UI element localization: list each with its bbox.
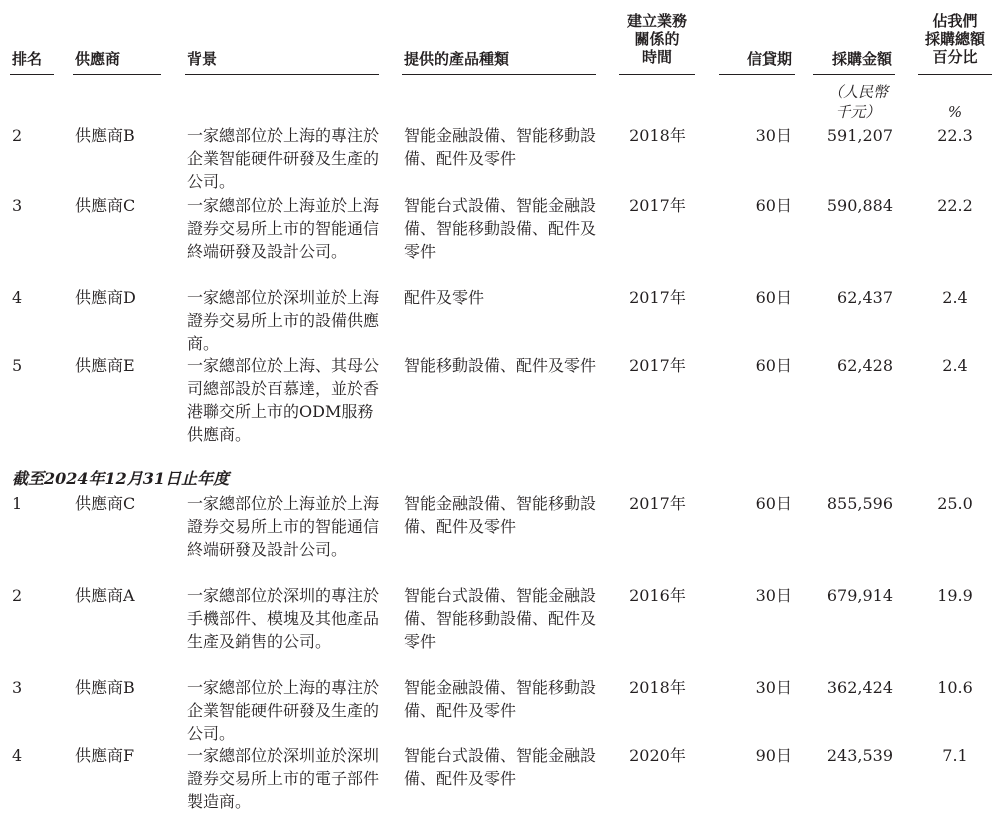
header-rule-rank: [10, 74, 54, 75]
header-background: 背景: [187, 50, 218, 68]
cell-credit-period: 30日: [755, 126, 792, 145]
header-rank: 排名: [12, 50, 43, 68]
header-rule-percent: [918, 74, 992, 75]
cell-products: 智能移動設備、配件及零件: [404, 356, 597, 375]
cell-rank: 5: [12, 356, 23, 375]
cell-background: 一家總部位於深圳的專注於手機部件、模塊及其他產品生產及銷售的公司。: [187, 586, 380, 651]
cell-year: 2018年: [629, 678, 686, 697]
cell-background: 一家總部位於深圳並於上海證券交易所上市的設備供應商。: [187, 288, 380, 353]
header-relationship-since-line-2: 關係的: [634, 30, 680, 48]
cell-rank: 2: [12, 126, 23, 145]
cell-amount: 362,424: [826, 678, 893, 697]
cell-background: 一家總部位於深圳並於深圳證券交易所上市的電子部件製造商。: [187, 746, 380, 811]
cell-credit-period: 30日: [755, 678, 792, 697]
cell-supplier: 供應商C: [75, 196, 136, 215]
cell-supplier: 供應商E: [75, 356, 135, 375]
header-rule-supplier: [73, 74, 161, 75]
cell-background: 一家總部位於上海、其母公司總部設於百慕達，並於香港聯交所上市的ODM服務供應商。: [187, 356, 380, 444]
cell-supplier: 供應商B: [75, 678, 135, 697]
cell-rank: 3: [12, 678, 23, 697]
cell-amount: 62,437: [837, 288, 893, 307]
cell-credit-period: 90日: [755, 746, 792, 765]
cell-year: 2017年: [629, 288, 686, 307]
cell-amount: 243,539: [826, 746, 893, 765]
cell-supplier: 供應商B: [75, 126, 135, 145]
cell-rank: 3: [12, 196, 23, 215]
cell-background: 一家總部位於上海的專注於企業智能硬件研發及生產的公司。: [187, 678, 380, 743]
cell-credit-period: 60日: [755, 288, 792, 307]
cell-supplier: 供應商D: [75, 288, 136, 307]
header-relationship-since-line-1: 建立業務: [626, 12, 687, 30]
cell-supplier: 供應商A: [75, 586, 135, 605]
cell-background: 一家總部位於上海並於上海證券交易所上市的智能通信終端研發及設計公司。: [187, 494, 380, 559]
header-credit-period: 信貸期: [746, 50, 792, 68]
cell-credit-period: 60日: [755, 356, 792, 375]
amount-unit-line-1: （人民幣: [827, 83, 888, 101]
header-supplier: 供應商: [75, 50, 121, 68]
cell-products: 智能金融設備、智能移動設備、配件及零件: [404, 126, 597, 168]
header-rule-since: [619, 74, 695, 75]
cell-percent: 22.2: [937, 196, 973, 215]
header-rule-background: [185, 74, 379, 75]
cell-products: 智能金融設備、智能移動設備、配件及零件: [404, 678, 597, 720]
cell-supplier: 供應商F: [75, 746, 135, 765]
header-purchase-amount: 採購金額: [831, 50, 892, 68]
cell-year: 2017年: [629, 494, 686, 513]
cell-products: 智能台式設備、智能金融設備、智能移動設備、配件及零件: [404, 586, 597, 651]
cell-credit-period: 60日: [755, 196, 792, 215]
cell-rank: 1: [12, 494, 23, 513]
cell-amount: 855,596: [826, 494, 893, 513]
amount-unit: [820, 82, 896, 122]
percent-unit: %: [947, 103, 963, 121]
header-products: 提供的產品種類: [404, 50, 510, 68]
cell-products: 配件及零件: [404, 288, 485, 307]
cell-supplier: 供應商C: [75, 494, 136, 513]
header-percent-of-total: [912, 12, 998, 66]
cell-percent: 25.0: [937, 494, 973, 513]
cell-rank: 4: [12, 288, 23, 307]
header-rule-products: [402, 74, 596, 75]
cell-percent: 22.3: [937, 126, 973, 145]
header-relationship-since: [612, 12, 702, 66]
cell-percent: 10.6: [937, 678, 973, 697]
cell-background: 一家總部位於上海的專注於企業智能硬件研發及生產的公司。: [187, 126, 380, 191]
cell-percent: 7.1: [942, 746, 968, 765]
header-percent-line-1: 佔我們: [932, 12, 978, 30]
cell-rank: 2: [12, 586, 23, 605]
cell-amount: 62,428: [837, 356, 893, 375]
cell-credit-period: 30日: [755, 586, 792, 605]
cell-amount: 679,914: [826, 586, 893, 605]
cell-percent: 2.4: [942, 288, 968, 307]
cell-year: 2017年: [629, 196, 686, 215]
cell-products: 智能台式設備、智能金融設備、配件及零件: [404, 746, 597, 788]
cell-products: 智能台式設備、智能金融設備、智能移動設備、配件及零件: [404, 196, 597, 261]
cell-year: 2018年: [629, 126, 686, 145]
cell-year: 2016年: [629, 586, 686, 605]
cell-credit-period: 60日: [755, 494, 792, 513]
header-percent-line-3: 百分比: [932, 48, 978, 66]
header-relationship-since-line-3: 時間: [641, 48, 672, 66]
header-percent-line-2: 採購總額: [924, 30, 985, 48]
header-rule-credit: [719, 74, 795, 75]
cell-percent: 2.4: [942, 356, 968, 375]
cell-percent: 19.9: [937, 586, 973, 605]
section-title-fy2024: 截至2024年12月31日止年度: [12, 469, 230, 488]
header-rule-amount: [813, 74, 895, 75]
cell-amount: 590,884: [826, 196, 893, 215]
cell-products: 智能金融設備、智能移動設備、配件及零件: [404, 494, 597, 536]
cell-year: 2020年: [629, 746, 686, 765]
amount-unit-line-2: 千元）: [835, 103, 881, 121]
cell-amount: 591,207: [826, 126, 893, 145]
cell-year: 2017年: [629, 356, 686, 375]
cell-background: 一家總部位於上海並於上海證券交易所上市的智能通信終端研發及設計公司。: [187, 196, 380, 261]
cell-rank: 4: [12, 746, 23, 765]
